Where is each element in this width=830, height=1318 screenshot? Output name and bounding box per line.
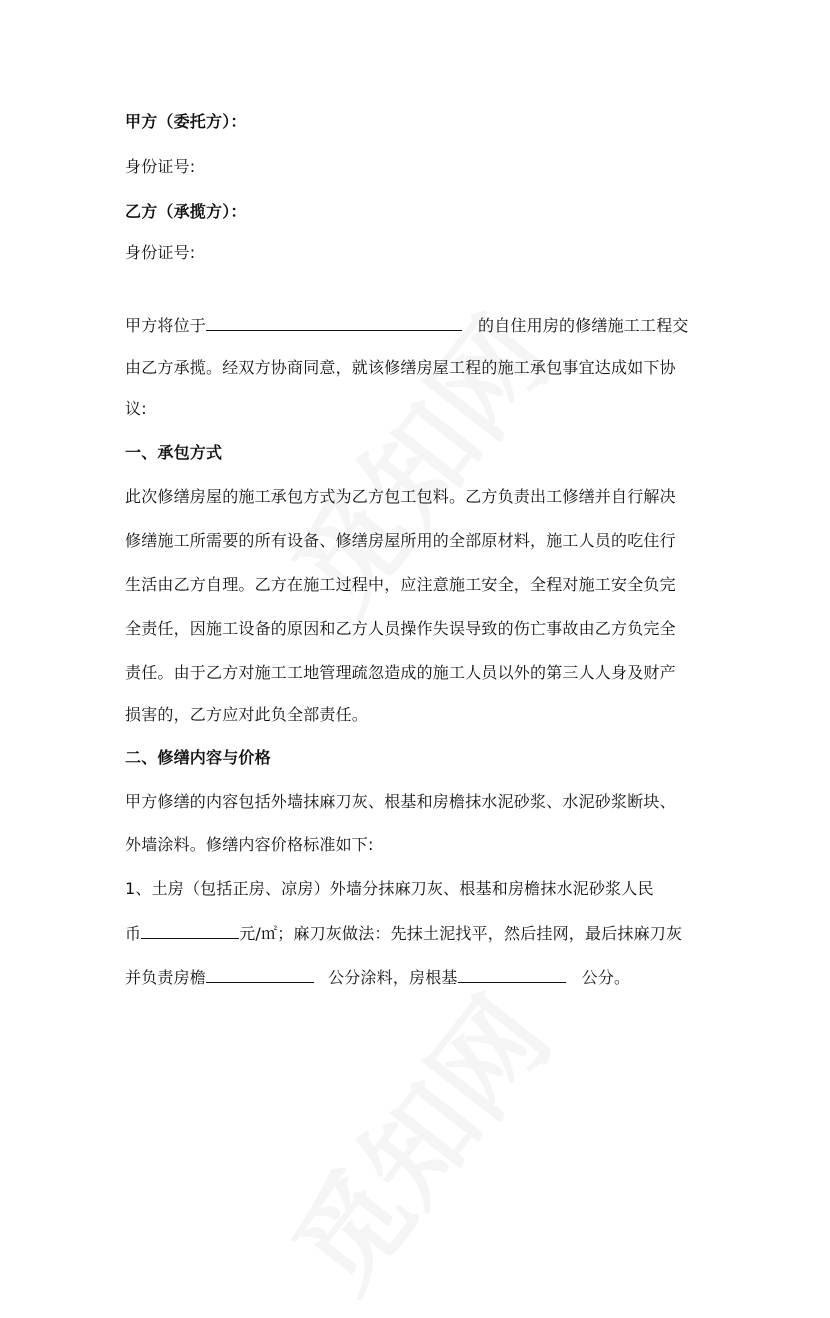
eave-middle: 公分涂料，房根基: [328, 968, 458, 987]
address-blank: [206, 314, 462, 331]
intro-prefix: 甲方将位于: [125, 316, 207, 335]
section-1-line: 生活由乙方自理。乙方在施工过程中，应注意施工安全，全程对施工安全负完: [125, 575, 676, 594]
party-a-id-label: 身份证号:: [125, 157, 196, 176]
eave-prefix: 并负责房檐: [125, 968, 207, 987]
price-prefix: 币: [125, 924, 142, 943]
foundation-blank: [458, 966, 566, 983]
section-1-title: 一、承包方式: [125, 443, 223, 462]
section-2-title: 二、修缮内容与价格: [125, 748, 271, 767]
section-1-line: 损害的，乙方应对此负全部责任。: [125, 705, 369, 724]
price-line: [125, 922, 682, 944]
party-b-id-label: 身份证号:: [125, 243, 196, 262]
intro-line-2: 由乙方承揽。经双方协商同意，就该修缮房屋工程的施工承包事宜达成如下协: [125, 358, 676, 377]
section-1-line: 责任。由于乙方对施工工地管理疏忽造成的施工人员以外的第三人人身及财产: [125, 663, 676, 682]
price-blank: [141, 922, 239, 939]
eave-suffix: 公分。: [581, 968, 631, 987]
party-b-label: 乙方（承揽方）：: [125, 202, 247, 221]
section-1-line: 修缮施工所需要的所有设备、修缮房屋所用的全部原材料，施工人员的吃住行: [125, 531, 676, 550]
price-suffix: 元/㎡；麻刀灰做法：先抹土泥找平，然后挂网，最后抹麻刀灰: [239, 924, 683, 943]
eave-blank: [206, 966, 314, 983]
party-a-label: 甲方（委托方）：: [125, 112, 247, 131]
section-1-line: 全责任，因施工设备的原因和乙方人员操作失误导致的伤亡事故由乙方负完全: [125, 619, 676, 638]
section-2-line: 甲方修缮的内容包括外墙抹麻刀灰、根基和房檐抹水泥砂浆、水泥砂浆断块、: [125, 792, 676, 811]
intro-line-3: 议:: [125, 399, 147, 418]
watermark-bottom: [251, 960, 579, 1317]
eave-line: [125, 966, 630, 988]
intro-suffix: 的自住用房的修缮施工工程交: [478, 316, 689, 335]
section-1-line: 此次修缮房屋的施工承包方式为乙方包工包料。乙方负责出工修缮并自行解决: [125, 487, 676, 506]
section-2-line: 1、土房（包括正房、凉房）外墙分抹麻刀灰、根基和房檐抹水泥砂浆人民: [125, 879, 654, 898]
intro-line-1: [125, 314, 689, 336]
section-2-line: 外墙涂料。修缮内容价格标准如下:: [125, 835, 374, 854]
